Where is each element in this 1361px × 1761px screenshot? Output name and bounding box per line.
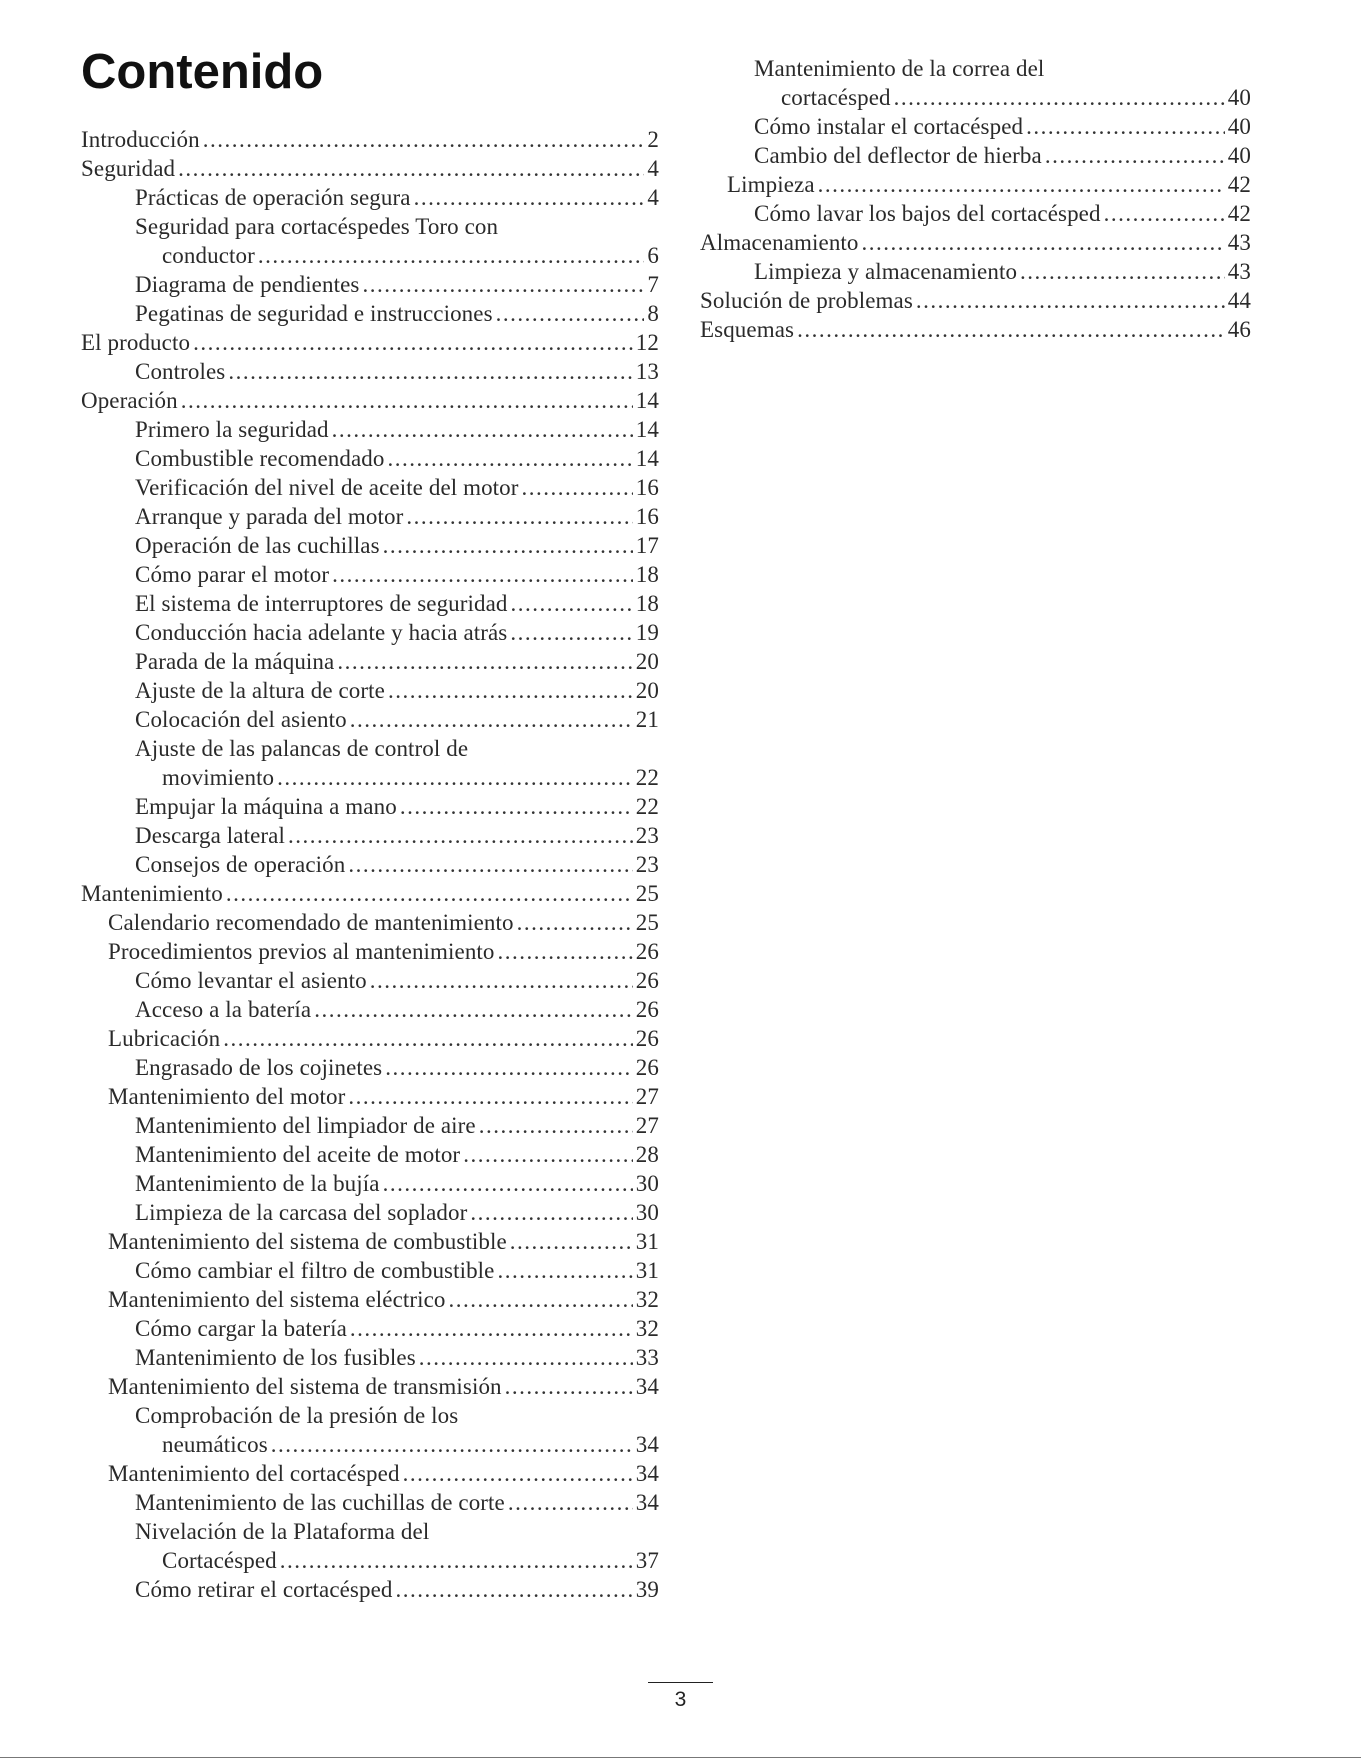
toc-page-number: 44: [1227, 288, 1251, 313]
toc-entry-line: [135, 966, 659, 995]
toc-entry-title: Procedimientos previos al mantenimiento: [108, 939, 495, 964]
toc-page-number: 25: [635, 910, 659, 935]
toc-entry-title: conductor: [162, 243, 255, 268]
toc-entry-line: [135, 473, 659, 502]
toc-entry: [700, 199, 1251, 228]
toc-entry-title: Verificación del nivel de aceite del motor: [135, 475, 519, 500]
toc-leader-dots: [1020, 257, 1225, 286]
toc-leader-dots: [406, 502, 632, 531]
toc-entry-line: [135, 1488, 659, 1517]
toc-entry-title: Mantenimiento de los fusibles: [135, 1345, 416, 1370]
toc-leader-dots: [894, 83, 1225, 112]
toc-leader-dots: [449, 1285, 633, 1314]
toc-page-number: 30: [635, 1200, 659, 1225]
toc-leader-dots: [862, 228, 1225, 257]
bottom-rule: [0, 1757, 1361, 1758]
toc-leader-dots: [178, 154, 644, 183]
toc-entry: [81, 908, 659, 937]
toc-entry: [81, 1111, 659, 1140]
toc-entry-title: Esquemas: [700, 317, 795, 342]
toc-entry: [81, 473, 659, 502]
toc-leader-dots: [511, 589, 633, 618]
toc-entry: [81, 1053, 659, 1082]
toc-entry-line: [135, 1111, 659, 1140]
toc-page-number: 6: [647, 243, 659, 268]
toc-leader-dots: [277, 763, 633, 792]
toc-entry-title: Diagrama de pendientes: [135, 272, 360, 297]
toc-entry-title: Limpieza: [727, 172, 815, 197]
toc-entry-line: [727, 170, 1251, 199]
toc-entry: [81, 1372, 659, 1401]
toc-page-number: 14: [635, 446, 659, 471]
toc-entry-title: neumáticos: [162, 1432, 268, 1457]
toc-entry-title: Combustible recomendado: [135, 446, 385, 471]
toc-leader-dots: [419, 1343, 633, 1372]
toc-page-number: 20: [635, 649, 659, 674]
toc-entry-line: [700, 286, 1251, 315]
toc-page-number: 7: [647, 272, 659, 297]
toc-entry-line: [135, 1169, 659, 1198]
toc-entry: [81, 1169, 659, 1198]
toc-leader-dots: [181, 386, 633, 415]
toc-entry-line: [135, 995, 659, 1024]
toc-page-number: 34: [635, 1490, 659, 1515]
toc-entry-line: [135, 502, 659, 531]
toc-leader-dots: [362, 270, 644, 299]
toc-page-number: 27: [635, 1084, 659, 1109]
toc-entry: [81, 1343, 659, 1372]
toc-page-number: 8: [647, 301, 659, 326]
toc-entry-line: [135, 1053, 659, 1082]
toc-entry-title: Lubricación: [108, 1026, 221, 1051]
toc-leader-dots: [314, 995, 633, 1024]
toc-entry-title: Mantenimiento del sistema de transmisión: [108, 1374, 502, 1399]
toc-page-number: 43: [1227, 259, 1251, 284]
toc-entry-title: Mantenimiento de la bujía: [135, 1171, 380, 1196]
toc-entry-title: Conducción hacia adelante y hacia atrás: [135, 620, 508, 645]
toc-leader-dots: [818, 170, 1225, 199]
toc-entry-title: Almacenamiento: [700, 230, 859, 255]
toc-right-column: [700, 54, 1251, 344]
toc-entry: [700, 228, 1251, 257]
toc-page-number: 40: [1227, 85, 1251, 110]
toc-entry-title: Cómo lavar los bajos del cortacésped: [754, 201, 1101, 226]
toc-entry-line: [108, 937, 659, 966]
toc-entry-line: [135, 357, 659, 386]
toc-entry: [81, 415, 659, 444]
toc-entry-title: Engrasado de los cojinetes: [135, 1055, 383, 1080]
toc-entry: [81, 1198, 659, 1227]
toc-entry: [81, 647, 659, 676]
toc-leader-dots: [193, 328, 633, 357]
toc-entry-line: [754, 257, 1251, 286]
toc-leader-dots: [226, 879, 633, 908]
toc-entry-line: [754, 83, 1251, 112]
toc-page-number: 40: [1227, 114, 1251, 139]
toc-entry-title: Solución de problemas: [700, 288, 913, 313]
toc-leader-dots: [517, 908, 633, 937]
toc-entry-line: [135, 763, 659, 792]
toc-entry-line: [135, 821, 659, 850]
toc-page-number: 2: [647, 127, 659, 152]
toc-entry-title: Acceso a la batería: [135, 997, 312, 1022]
toc-entry-line: [81, 154, 659, 183]
toc-page-number: 12: [635, 330, 659, 355]
toc-entry: [81, 1285, 659, 1314]
toc-entry-line: [81, 879, 659, 908]
toc-leader-dots: [288, 821, 633, 850]
toc-entry: [81, 444, 659, 473]
toc-entry-line: [754, 112, 1251, 141]
toc-entry-line: [135, 647, 659, 676]
toc-entry: [81, 560, 659, 589]
toc-leader-dots: [332, 415, 633, 444]
toc-entry-line: [135, 850, 659, 879]
toc-entry: [81, 1140, 659, 1169]
toc-leader-dots: [498, 937, 633, 966]
toc-page-number: 4: [647, 156, 659, 181]
toc-leader-dots: [388, 676, 633, 705]
toc-page-number: 34: [635, 1432, 659, 1457]
toc-entry-line: [135, 1546, 659, 1575]
toc-leader-dots: [400, 792, 633, 821]
toc-page-number: 18: [635, 562, 659, 587]
toc-leader-dots: [383, 1169, 633, 1198]
toc-leader-dots: [496, 299, 645, 328]
toc-leader-dots: [396, 1575, 633, 1604]
toc-entry-title: Descarga lateral: [135, 823, 285, 848]
toc-entry: [700, 141, 1251, 170]
toc-entry: [700, 257, 1251, 286]
toc-page-number: 16: [635, 504, 659, 529]
toc-entry-title: Prácticas de operación segura: [135, 185, 411, 210]
toc-entry-title: Cómo cargar la batería: [135, 1316, 347, 1341]
toc-page-number: 23: [635, 823, 659, 848]
toc-page-number: 22: [635, 765, 659, 790]
toc-entry-line: [135, 589, 659, 618]
toc-leader-dots: [916, 286, 1225, 315]
toc-page-number: 46: [1227, 317, 1251, 342]
toc-leader-dots: [385, 1053, 633, 1082]
toc-entry-line: [135, 1198, 659, 1227]
toc-entry: [81, 125, 659, 154]
toc-leader-dots: [350, 1314, 633, 1343]
toc-entry: [81, 1227, 659, 1256]
toc-entry: [700, 170, 1251, 199]
toc-entry-title: Parada de la máquina: [135, 649, 335, 674]
toc-entry-title: Arranque y parada del motor: [135, 504, 404, 529]
toc-entry-line: [135, 560, 659, 589]
toc-entry: [81, 1256, 659, 1285]
toc-leader-dots: [414, 183, 645, 212]
toc-leader-dots: [223, 1024, 633, 1053]
toc-entry-line: [135, 241, 659, 270]
toc-entry: [81, 850, 659, 879]
toc-leader-dots: [470, 1198, 632, 1227]
toc-leader-dots: [332, 560, 633, 589]
toc-entry-line: [135, 792, 659, 821]
toc-entry: [81, 328, 659, 357]
toc-leader-dots: [522, 473, 633, 502]
toc-page-number: 31: [635, 1229, 659, 1254]
toc-leader-dots: [383, 531, 633, 560]
toc-leader-dots: [463, 1140, 633, 1169]
toc-entry-title: Operación de las cuchillas: [135, 533, 380, 558]
toc-entry-title: Mantenimiento del aceite de motor: [135, 1142, 461, 1167]
toc-leader-dots: [350, 705, 633, 734]
toc-entry-line: [135, 299, 659, 328]
toc-page-number: 26: [635, 939, 659, 964]
toc-leader-dots: [510, 1227, 633, 1256]
toc-entry: [81, 1314, 659, 1343]
toc-page-number: 39: [635, 1577, 659, 1602]
toc-entry: [81, 270, 659, 299]
toc-entry: [81, 792, 659, 821]
toc-entry-line: [81, 386, 659, 415]
toc-entry: [81, 1459, 659, 1488]
toc-entry-title: movimiento: [162, 765, 275, 790]
toc-entry-line: [135, 1430, 659, 1459]
toc-page-number: 21: [635, 707, 659, 732]
toc-entry-title: Cómo levantar el asiento: [135, 968, 367, 993]
toc-entry-line: [754, 141, 1251, 170]
toc-entry: [81, 589, 659, 618]
toc-entry-title: Seguridad para cortacéspedes Toro con: [135, 214, 499, 239]
toc-page-number: 40: [1227, 143, 1251, 168]
toc-entry-line: [135, 1343, 659, 1372]
toc-entry-line: [135, 444, 659, 473]
toc-entry-title: Cómo cambiar el filtro de combustible: [135, 1258, 495, 1283]
toc-page-number: 13: [635, 359, 659, 384]
toc-page-number: 20: [635, 678, 659, 703]
toc-leader-dots: [1045, 141, 1225, 170]
toc-leader-dots: [370, 966, 633, 995]
toc-entry: [81, 1575, 659, 1604]
toc-entry-line: [108, 1082, 659, 1111]
toc-entry-line: [135, 1314, 659, 1343]
toc-entry-line: [135, 676, 659, 705]
toc-entry-line: [108, 1285, 659, 1314]
toc-entry: [81, 995, 659, 1024]
toc-entry: [81, 531, 659, 560]
toc-leader-dots: [797, 315, 1225, 344]
toc-entry-line: [135, 531, 659, 560]
toc-page-number: 31: [635, 1258, 659, 1283]
toc-leader-dots: [348, 1082, 632, 1111]
toc-entry-title: Limpieza y almacenamiento: [754, 259, 1018, 284]
toc-entry-line: [108, 1227, 659, 1256]
toc-page-number: 23: [635, 852, 659, 877]
toc-entry-title: Ajuste de las palancas de control de: [135, 736, 469, 761]
page-title: Contenido: [81, 45, 324, 99]
toc-page-number: 26: [635, 1026, 659, 1051]
toc-page-number: 22: [635, 794, 659, 819]
toc-entry-line: [135, 705, 659, 734]
toc-entry-line: [135, 618, 659, 647]
toc-entry-line: [754, 199, 1251, 228]
toc-entry-title: Limpieza de la carcasa del soplador: [135, 1200, 468, 1225]
toc-leader-dots: [348, 850, 632, 879]
toc-entry: [81, 1488, 659, 1517]
toc-page-number: 14: [635, 388, 659, 413]
toc-page-number: 43: [1227, 230, 1251, 255]
toc-entry-line: [135, 183, 659, 212]
toc-entry-line: [81, 328, 659, 357]
toc-page-number: 34: [635, 1461, 659, 1486]
toc-entry-title: Mantenimiento del motor: [108, 1084, 346, 1109]
toc-entry-title: Mantenimiento del limpiador de aire: [135, 1113, 476, 1138]
toc-leader-dots: [337, 647, 632, 676]
toc-page-number: 26: [635, 968, 659, 993]
toc-page-number: 25: [635, 881, 659, 906]
toc-leader-dots: [505, 1372, 633, 1401]
toc-entry-line: [108, 1024, 659, 1053]
toc-entry-title: Mantenimiento del sistema de combustible: [108, 1229, 507, 1254]
toc-leader-dots: [1026, 112, 1225, 141]
toc-entry-title: Seguridad: [81, 156, 176, 181]
toc-entry-title: cortacésped: [781, 85, 891, 110]
toc-page-number: 34: [635, 1374, 659, 1399]
toc-entry-title: Colocación del asiento: [135, 707, 347, 732]
toc-page-number: 28: [635, 1142, 659, 1167]
toc-entry: [81, 386, 659, 415]
toc-entry-line: [135, 415, 659, 444]
toc-entry-line: [700, 228, 1251, 257]
toc-page-number: 30: [635, 1171, 659, 1196]
toc-entry: [81, 937, 659, 966]
toc-entry-line: [108, 908, 659, 937]
toc-entry: [81, 183, 659, 212]
toc-entry-title: Operación: [81, 388, 178, 413]
toc-page-number: 32: [635, 1287, 659, 1312]
toc-page-number: 18: [635, 591, 659, 616]
toc-leader-dots: [271, 1430, 633, 1459]
toc-entry-title: Primero la seguridad: [135, 417, 329, 442]
toc-entry-line: [108, 1459, 659, 1488]
toc-page-number: 27: [635, 1113, 659, 1138]
toc-entry: [81, 705, 659, 734]
toc-entry: [700, 54, 1251, 112]
toc-page-number: 42: [1227, 172, 1251, 197]
toc-leader-dots: [1104, 199, 1225, 228]
toc-entry-title: Mantenimiento de la correa del: [754, 56, 1045, 81]
toc-entry-title: Cómo retirar el cortacésped: [135, 1577, 393, 1602]
toc-entry: [700, 112, 1251, 141]
toc-page-number: 33: [635, 1345, 659, 1370]
toc-entry: [81, 1401, 659, 1459]
toc-entry-title: Nivelación de la Plataforma del: [135, 1519, 430, 1544]
toc-leader-dots: [203, 125, 645, 154]
toc-leader-dots: [403, 1459, 633, 1488]
toc-entry: [81, 676, 659, 705]
toc-entry-line: [135, 1575, 659, 1604]
toc-entry-title: Mantenimiento del sistema eléctrico: [108, 1287, 446, 1312]
toc-entry: [81, 1024, 659, 1053]
toc-page-number: 26: [635, 1055, 659, 1080]
toc-entry-title: El producto: [81, 330, 191, 355]
toc-entry-line: [81, 125, 659, 154]
toc-entry-title: Mantenimiento: [81, 881, 223, 906]
toc-entry-title: Cómo instalar el cortacésped: [754, 114, 1024, 139]
toc-entry-title: Cambio del deflector de hierba: [754, 143, 1042, 168]
toc-page-number: 17: [635, 533, 659, 558]
toc-page-number: 4: [647, 185, 659, 210]
toc-leader-dots: [497, 1256, 632, 1285]
toc-entry-title: Ajuste de la altura de corte: [135, 678, 385, 703]
toc-entry: [700, 286, 1251, 315]
toc-entry: [81, 212, 659, 270]
page-number: 3: [648, 1682, 713, 1712]
toc-entry-title: Cortacésped: [162, 1548, 277, 1573]
toc-entry: [81, 1082, 659, 1111]
toc-entry-title: Introducción: [81, 127, 200, 152]
toc-page-number: 16: [635, 475, 659, 500]
toc-page-number: 19: [635, 620, 659, 645]
toc-entry: [81, 734, 659, 792]
toc-leader-dots: [508, 1488, 633, 1517]
toc-leader-dots: [479, 1111, 633, 1140]
toc-leader-dots: [228, 357, 632, 386]
toc-entry-line: [135, 270, 659, 299]
toc-entry: [81, 821, 659, 850]
toc-entry-title: El sistema de interruptores de seguridad: [135, 591, 508, 616]
toc-leader-dots: [388, 444, 633, 473]
toc-entry: [81, 154, 659, 183]
toc-entry: [700, 315, 1251, 344]
toc-entry-title: Consejos de operación: [135, 852, 346, 877]
toc-entry-title: Comprobación de la presión de los: [135, 1403, 459, 1428]
toc-page-number: 37: [635, 1548, 659, 1573]
toc-entry: [81, 357, 659, 386]
toc-entry: [81, 966, 659, 995]
toc-leader-dots: [280, 1546, 633, 1575]
toc-entry-title: Cómo parar el motor: [135, 562, 330, 587]
toc-entry-title: Pegatinas de seguridad e instrucciones: [135, 301, 493, 326]
toc-entry-line: [700, 315, 1251, 344]
toc-entry-title: Mantenimiento de las cuchillas de corte: [135, 1490, 505, 1515]
toc-entry-line: [135, 1140, 659, 1169]
toc-page-number: 32: [635, 1316, 659, 1341]
toc-entry: [81, 502, 659, 531]
toc-entry-title: Controles: [135, 359, 226, 384]
toc-entry-line: [108, 1372, 659, 1401]
toc-entry: [81, 879, 659, 908]
toc-entry-line: [135, 1256, 659, 1285]
toc-entry: [81, 299, 659, 328]
toc-page-number: 14: [635, 417, 659, 442]
toc-entry: [81, 1517, 659, 1575]
toc-entry-title: Mantenimiento del cortacésped: [108, 1461, 400, 1486]
toc-leader-dots: [510, 618, 632, 647]
toc-leader-dots: [258, 241, 645, 270]
toc-page-number: 42: [1227, 201, 1251, 226]
toc-left-column: [81, 125, 659, 1604]
toc-page-number: 26: [635, 997, 659, 1022]
toc-entry-title: Calendario recomendado de mantenimiento: [108, 910, 514, 935]
toc-entry: [81, 618, 659, 647]
toc-entry-title: Empujar la máquina a mano: [135, 794, 397, 819]
